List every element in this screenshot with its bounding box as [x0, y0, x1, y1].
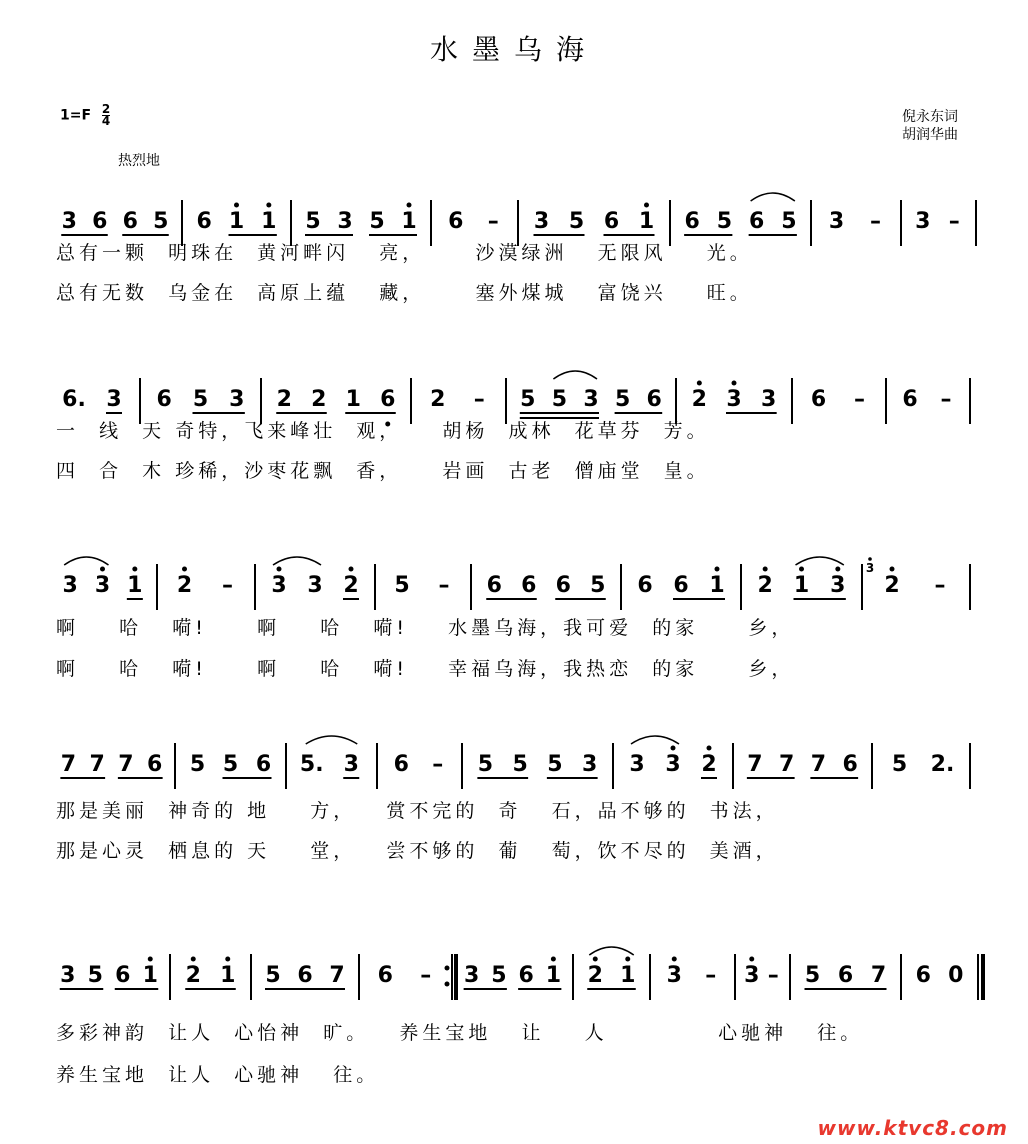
octave-dot — [697, 381, 702, 386]
note: 3 — [106, 387, 122, 412]
grace-note: 3 — [865, 561, 875, 575]
note: 3 — [830, 573, 846, 598]
slur — [751, 193, 795, 201]
note: 3 — [229, 387, 245, 412]
note: 2. — [930, 752, 955, 777]
note: 7 — [778, 752, 795, 777]
octave-dot — [148, 957, 153, 962]
note: 5 — [394, 573, 410, 598]
lyric-line: 四 合 木 珍稀，沙枣花飘 香， 岩画 古老 僧庙堂 皇。 — [56, 460, 710, 482]
note: 6 — [810, 387, 827, 412]
note: 3 — [62, 573, 78, 598]
note: – — [940, 387, 952, 412]
note: 5 — [547, 752, 563, 777]
note: 6 — [92, 209, 108, 234]
slur — [64, 557, 108, 565]
note: 1 — [638, 209, 655, 234]
note: 6 — [448, 209, 464, 234]
note: 5 — [189, 752, 206, 777]
note: 2 — [587, 963, 603, 988]
note: 6 — [518, 963, 534, 988]
note: 6 — [748, 209, 765, 234]
octave-dot — [407, 203, 412, 208]
note: 3 — [583, 387, 599, 412]
note: 3 — [343, 752, 359, 777]
note: 5 — [520, 387, 536, 412]
slur — [589, 947, 634, 955]
note: 3 — [60, 963, 76, 988]
note: 5 — [87, 963, 103, 988]
note: 1 — [345, 387, 361, 412]
note: 3 — [744, 963, 760, 988]
note: 5 — [568, 209, 585, 234]
note: 2 — [176, 573, 193, 598]
octave-dot — [732, 381, 737, 386]
note: 5 — [804, 963, 821, 988]
note: 1 — [793, 573, 810, 598]
note: 5 — [512, 752, 528, 777]
octave-dot — [551, 957, 556, 962]
note: 2 — [701, 752, 717, 777]
note: 1 — [228, 209, 245, 234]
note: 3 — [629, 752, 645, 777]
note: 6 — [842, 752, 858, 777]
note: 5 — [614, 387, 631, 412]
note: 3 — [726, 387, 742, 412]
octave-dot — [671, 746, 676, 751]
note: 1 — [261, 209, 277, 234]
octave-dot — [890, 567, 895, 572]
note: 6 — [255, 752, 272, 777]
key-text: 1=F — [60, 107, 92, 124]
note: – — [222, 573, 233, 598]
note: 1 — [220, 963, 236, 988]
note: 5. — [299, 752, 324, 777]
slur — [306, 736, 358, 744]
note: 6 — [673, 573, 689, 598]
note: 3 — [761, 387, 777, 412]
note: 6 — [156, 387, 172, 412]
note: 6 — [115, 963, 131, 988]
note: 6 — [122, 209, 138, 234]
watermark: www.ktvc8.com — [817, 1116, 1008, 1140]
octave-dot — [715, 567, 720, 572]
octave-dot — [868, 557, 872, 561]
note: 3 — [61, 209, 77, 234]
note: 1 — [401, 209, 417, 234]
lyric-line: 那是心灵 栖息的 天 堂， 尝不够的 葡 萄，饮不尽的 美酒， — [56, 840, 779, 862]
note: 6 — [603, 209, 620, 234]
note: 3 — [307, 573, 323, 598]
octave-dot — [644, 203, 649, 208]
page-title: 水墨乌海 — [429, 33, 598, 66]
octave-dot — [707, 746, 712, 751]
note: 2 — [311, 387, 327, 412]
note: 7 — [60, 752, 77, 777]
note: 3 — [271, 573, 287, 598]
note: 6 — [684, 209, 700, 234]
note: 2 — [430, 387, 446, 412]
tempo-marking: 热烈地 — [118, 153, 160, 169]
repeat-dot — [445, 966, 450, 971]
note: 2 — [276, 387, 292, 412]
note: 6 — [146, 752, 163, 777]
note: 5 — [891, 752, 908, 777]
note: – — [705, 963, 717, 988]
note: 5 — [265, 963, 281, 988]
note: 7 — [329, 963, 345, 988]
note: 6 — [915, 963, 931, 988]
time-denominator: 4 — [101, 114, 111, 128]
note: 0 — [948, 963, 964, 988]
note: 3 — [665, 752, 681, 777]
time-numerator: 2 — [101, 102, 111, 116]
note: 2 — [185, 963, 201, 988]
note: 6 — [196, 209, 212, 234]
octave-dot — [234, 203, 239, 208]
note: 5 — [551, 387, 568, 412]
octave-dot — [835, 567, 840, 572]
note: 7 — [870, 963, 887, 988]
note: 6 — [377, 963, 393, 988]
note: – — [934, 573, 946, 598]
note: 6 — [555, 573, 571, 598]
octave-dot — [593, 957, 598, 962]
note: 2 — [757, 573, 773, 598]
note: 5 — [153, 209, 169, 234]
octave-dot — [191, 957, 196, 962]
octave-dot — [266, 203, 271, 208]
note: 5 — [192, 387, 209, 412]
lyric-line: 总有一颗 明珠在 黄河畔闪 亮， 沙漠绿洲 无限风 光。 — [56, 242, 753, 264]
note: – — [438, 573, 450, 598]
octave-dot — [277, 567, 282, 572]
octave-dot — [799, 567, 804, 572]
note: 5 — [477, 752, 494, 777]
note: 2 — [343, 573, 359, 598]
note: 3 — [463, 963, 480, 988]
note: 2 — [691, 387, 707, 412]
note: 5 — [369, 209, 385, 234]
note: 2 — [884, 573, 900, 598]
repeat-dot — [445, 982, 450, 987]
lyricist: 倪永东词 — [902, 109, 958, 125]
note: 6 — [393, 752, 409, 777]
note: 5 — [716, 209, 733, 234]
note: 1 — [545, 963, 562, 988]
note: 5 — [222, 752, 239, 777]
note: 5 — [305, 209, 321, 234]
note: 6 — [637, 573, 653, 598]
lyric-line: 养生宝地 让人 心驰神 往。 — [56, 1064, 380, 1086]
note: – — [870, 209, 881, 234]
composer: 胡润华曲 — [902, 127, 958, 143]
note: 1 — [709, 573, 725, 598]
lyric-line: 那是美丽 神奇的 地 方， 赏不完的 奇 石，品不够的 书法， — [56, 800, 779, 822]
note: 3 — [337, 209, 353, 234]
note: – — [767, 963, 779, 988]
note: 6. — [62, 387, 86, 412]
note: – — [948, 209, 960, 234]
slur — [796, 557, 844, 565]
octave-dot — [749, 957, 754, 962]
note: – — [473, 387, 485, 412]
octave-dot — [349, 567, 354, 572]
note: 5 — [491, 963, 507, 988]
lyric-line: 一 线 天 奇特，飞来峰壮 观， 胡杨 成林 花草芬 芳。 — [56, 420, 710, 442]
lyric-line: 啊 哈 嗬! 啊 哈 嗬! 幸福乌海，我热恋 的家 乡， — [56, 658, 795, 680]
note: 3 — [828, 209, 845, 234]
note: 6 — [837, 963, 854, 988]
note: 3 — [666, 963, 682, 988]
octave-dot — [132, 567, 137, 572]
note: 7 — [118, 752, 134, 777]
note: 6 — [646, 387, 662, 412]
octave-dot — [625, 957, 630, 962]
note: 3 — [533, 209, 550, 234]
note: – — [854, 387, 865, 412]
octave-dot — [763, 567, 768, 572]
note: – — [420, 963, 432, 988]
octave-dot — [182, 567, 187, 572]
note: – — [487, 209, 499, 234]
note: 6 — [486, 573, 502, 598]
note: 6 — [521, 573, 537, 598]
note: 5 — [590, 573, 606, 598]
note: 6 — [297, 963, 313, 988]
note: 6 — [902, 387, 918, 412]
lyric-line: 多彩神韵 让人 心怡神 旷。 养生宝地 让 人 心驰神 往。 — [56, 1022, 864, 1044]
note: 1 — [620, 963, 636, 988]
note: 1 — [142, 963, 158, 988]
slur — [273, 557, 321, 565]
note: 6 — [380, 387, 396, 412]
lyric-line: 啊 哈 嗬! 啊 哈 嗬! 水墨乌海，我可爱 的家 乡， — [56, 617, 795, 639]
note: 3 — [581, 752, 598, 777]
octave-dot — [225, 957, 230, 962]
note: 3 — [915, 209, 931, 234]
note: 3 — [94, 573, 111, 598]
note: 7 — [747, 752, 763, 777]
slur — [553, 371, 597, 379]
octave-dot — [100, 567, 105, 572]
lyric-line: 总有无数 乌金在 高原上蕴 藏， 塞外煤城 富饶兴 旺。 — [56, 282, 753, 304]
note: 1 — [127, 573, 143, 598]
octave-dot — [672, 957, 677, 962]
note: 7 — [810, 752, 827, 777]
slur — [631, 736, 679, 744]
note: 5 — [781, 209, 797, 234]
note: 7 — [89, 752, 105, 777]
note: – — [432, 752, 444, 777]
